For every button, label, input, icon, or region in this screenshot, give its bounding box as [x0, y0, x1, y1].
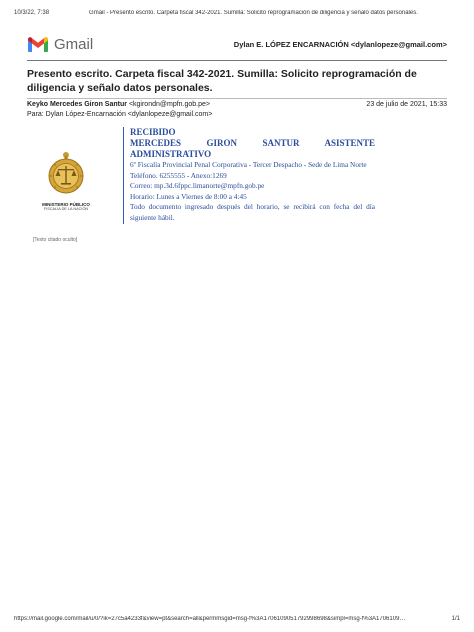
gmail-header: [27, 33, 447, 55]
header-divider: [27, 60, 447, 61]
seal-caption: MINISTERIO PÚBLICO: [42, 202, 90, 207]
recipient: Para: Dylan López-Encarnación <dylanlopeze@gmail.com>: [27, 111, 213, 118]
email-subject: Presento escrito. Carpeta fiscal 342-2021. Sumilla: Solicito reprogramación de diligencia y señalo datos personales.: [27, 68, 417, 94]
gmail-logo[interactable]: [27, 36, 93, 53]
print-title: Gmail - Presento escrito. Carpeta fiscal 342-2021. Sumilla: Solicito reprogramación de diligencia y señalo datos personales.: [89, 10, 418, 16]
seal-block: [36, 150, 96, 211]
sender-row: [27, 101, 447, 108]
hidden-quote-toggle[interactable]: [Texto citado oculto]: [33, 237, 78, 243]
signature-hours: Horario: Lunes a Viernes de 8:00 a 4:45: [130, 191, 247, 201]
sender-email: <kgirondn@mpfn.gob.pe>: [128, 101, 210, 108]
seal-subcaption: FISCALÍA DE LA NACIÓN: [43, 207, 89, 211]
print-url: https://mail.google.com/mail/u/0/?ik=27c5a4233f&view=pt&search=all&permmsgid=msg-f%3A1706109051792998698&simpl=msg-f%3A1706109…: [14, 616, 406, 622]
sender-name: Keyko Mercedes Giron Santur: [27, 101, 127, 108]
account-name: Dylan E. LÓPEZ ENCARNACIÓN <dylanlopeze@gmail.com>: [233, 39, 447, 49]
print-header: [14, 10, 460, 16]
gmail-logo-text: Gmail: [54, 35, 94, 53]
signature-notice: Todo documento ingresado después del horario, se recibirá con fecha del día siguiente hábil.: [130, 202, 375, 222]
signature-office: 6º Fiscalía Provincial Penal Corporativa - Tercer Despacho - Sede de Lima Norte: [130, 160, 367, 169]
signature-name: MERCEDES GIRON SANTUR ASISTENTE: [130, 138, 375, 148]
print-datetime: 10/3/22, 7:38: [14, 10, 50, 16]
email-date: 23 de julio de 2021, 15:33: [366, 101, 447, 108]
signature-role: ADMINISTRATIVO: [130, 149, 212, 159]
gmail-m-icon: [27, 36, 49, 53]
email-signature: [123, 127, 375, 224]
signature-phone: Teléfono. 6255555 - Anexo:1269: [130, 170, 227, 180]
ministerio-publico-seal-icon: [46, 150, 86, 196]
page-number: 1/1: [451, 616, 460, 622]
signature-received: RECIBIDO: [130, 127, 176, 137]
sender: [27, 101, 210, 108]
signature-email: Correo: mp.3d.6fppc.limanorte@mpfn.gob.pe: [130, 181, 265, 191]
subject-divider: [27, 98, 447, 99]
print-footer: [14, 616, 460, 622]
